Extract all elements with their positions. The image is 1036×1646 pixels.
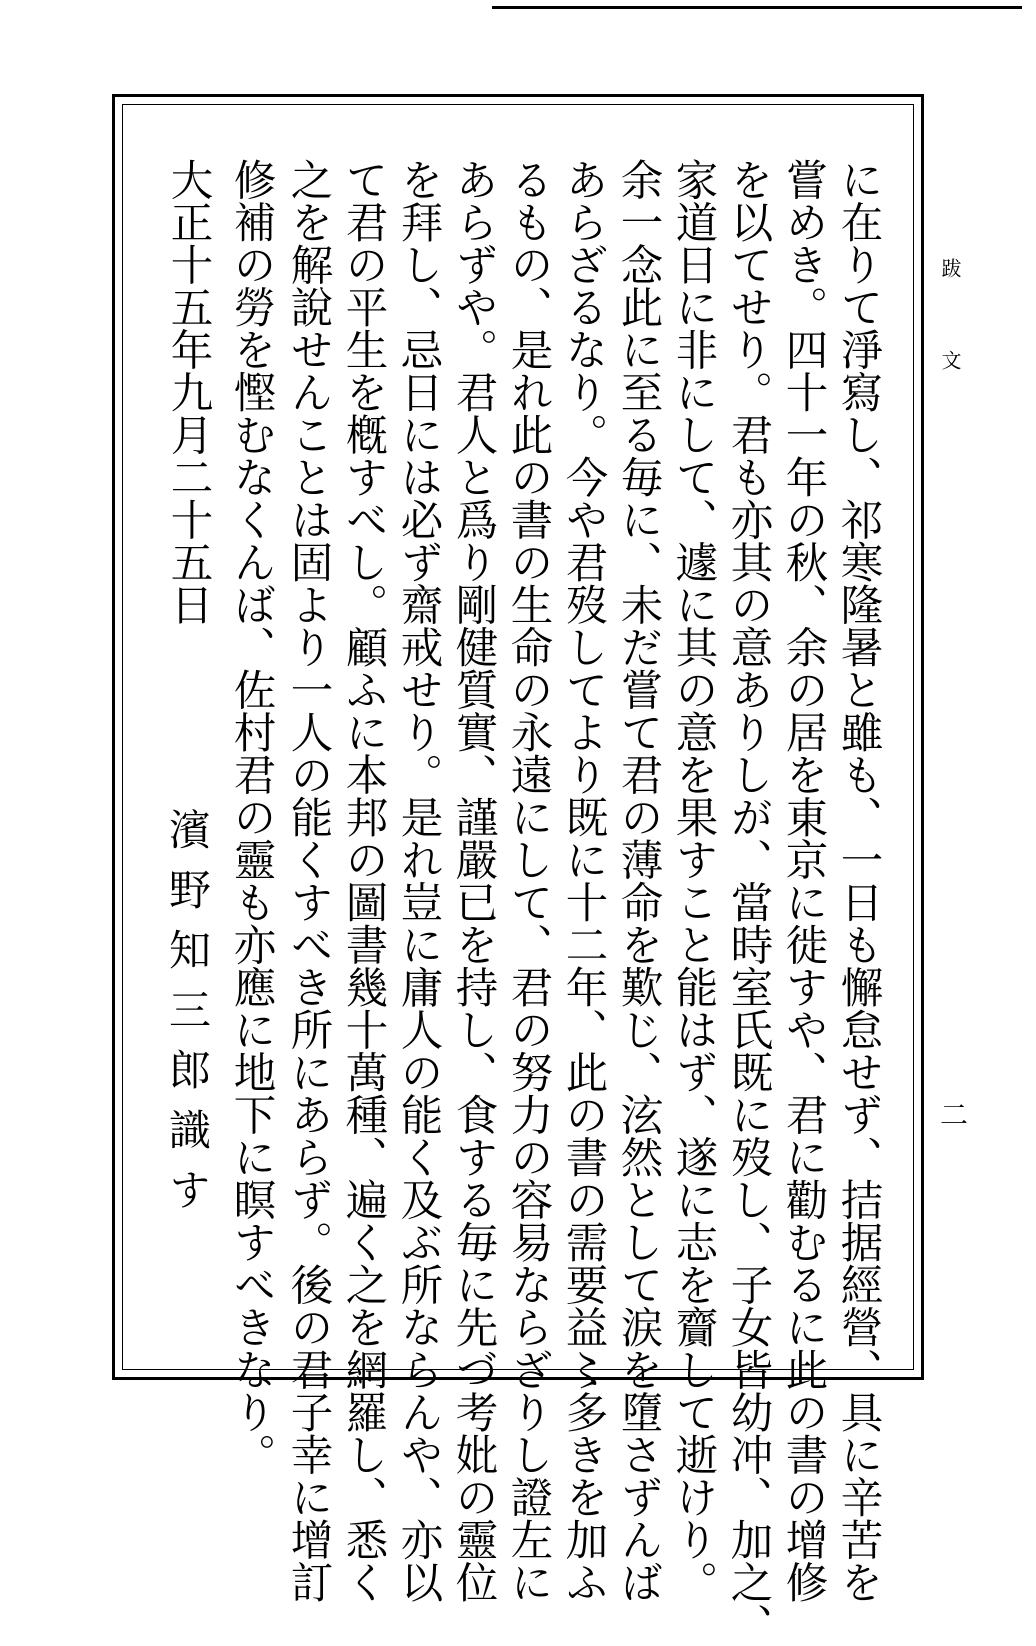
text-column: 家道日に非にして、遽に其の意を果すこと能はず、遂に志を齎して逝けり。 [668, 158, 718, 1603]
text-column: を拜し、忌日には必ず齋戒せり。是れ豈に庸人の能く及ぶ所ならんや、亦以 [393, 158, 443, 1603]
text-column: 之を解說せんことは固より一人の能くすべき所にあらず。後の君子幸に增訂 [283, 158, 333, 1603]
running-head-char-1: 跋 [938, 258, 962, 278]
date-line: 大正十五年九月二十五日 [163, 158, 213, 626]
page-number: 二 [936, 1100, 969, 1128]
text-column: あらざるなり。今や君歿してより既に十二年、此の書の需要益〻多きを加ふ [558, 158, 608, 1603]
text-column: 修補の勞を慳むなくんば、佐村君の靈も亦應に地下に瞑すべきなり。 [226, 158, 276, 1476]
text-column: るもの、是れ此の書の生命の永遠にして、君の努力の容易ならざりし證左に [503, 158, 553, 1603]
text-column: 余一念此に至る毎に、未だ嘗て君の薄命を歎じ、泫然として涙を墮さずんば [613, 158, 663, 1603]
text-column: て君の平生を槪すべし。顧ふに本邦の圖書幾十萬種、遍く之を網羅し、悉く [338, 158, 388, 1603]
running-head-char-2: 文 [938, 350, 962, 370]
text-column: 嘗めき。四十一年の秋、余の居を東京に徙すや、君に勸むるに此の書の增修 [778, 158, 828, 1603]
text-column: を以てせり。君も亦其の意ありしが、當時室氏既に歿し、子女皆幼冲、加之、 [723, 158, 773, 1646]
text-column: に在りて淨寫し、祁寒隆暑と雖も、一日も懈怠せず、拮据經營、具に辛苦を [833, 158, 883, 1603]
text-column: あらずや。君人と爲り剛健質實、謹嚴已を持し、食する毎に先づ考妣の靈位 [448, 158, 498, 1603]
signature: 濱野知三郎識す [163, 808, 212, 1228]
top-rule [492, 6, 1022, 9]
